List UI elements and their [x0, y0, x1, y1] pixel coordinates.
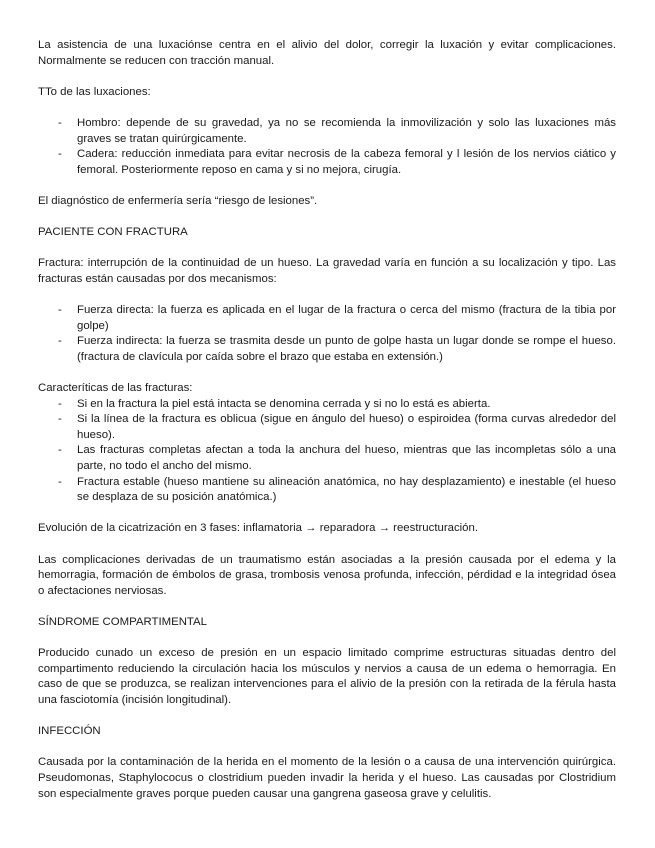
heading-infection: INFECCIÓN	[38, 725, 101, 738]
list-item: - Si la línea de la fractura es oblicua (sigue en ángulo del hueso) o espiroidea (forma curvas alrededor del hueso).	[38, 412, 616, 443]
list-item: - Fuerza directa: la fuerza es aplicada en el lugar de la fractura o cerca del mismo (fractura de la tibia por golpe)	[38, 303, 616, 334]
fracture-mechanism-list	[38, 303, 616, 365]
document-page	[38, 38, 616, 818]
list-item: - Hombro: depende de su gravedad, ya no se recomienda la inmovilización y solo las luxaciones más graves se tratan quirúrgicamente.	[38, 116, 616, 147]
list-item: - Fractura estable (hueso mantiene su alineación anatómica, no hay desplazamiento) e inestable (el hueso se desplaza de su posición anatómica.)	[38, 475, 616, 506]
paragraph-luxation-treatment-title: TTo de las luxaciones:	[38, 85, 151, 98]
paragraph-fracture-definition: Fractura: interrupción de la continuidad de un hueso. La gravedad varía en función a su localización y tipo. Las fracturas están causadas por dos mecanismos:	[38, 257, 616, 285]
paragraph-infection: Causada por la contaminación de la herida en el momento de la lesión o a causa de una intervención quirúrgica. Pseudomonas, Staphylococus o clostridium pueden invadir la herida y el hueso. Las causadas por Clostridium son especialmente graves porque pueden causar una gangrena gaseosa grave y celulitis.	[38, 756, 616, 800]
list-item: - Las fracturas completas afectan a toda la anchura del hueso, mientras que las incompletas sólo a una parte, no todo el ancho del mismo.	[38, 443, 616, 474]
paragraph-luxation-care: La asistencia de una luxaciónse centra en el alivio del dolor, corregir la luxación y evitar complicaciones. Normalmente se reducen con tracción manual.	[38, 39, 616, 67]
heading-compartment-syndrome: SÍNDROME COMPARTIMENTAL	[38, 615, 207, 628]
paragraph-healing-phases: Evolución de la cicatrización en 3 fases: inflamatoria → reparadora → reestructuración.	[38, 522, 479, 535]
list-item: - Si en la fractura la piel está intacta se denomina cerrada y si no lo está es abierta.	[38, 397, 616, 413]
paragraph-fracture-characteristics-title: Caracteríticas de las fracturas:	[38, 382, 193, 395]
heading-fracture-patient: PACIENTE CON FRACTURA	[38, 226, 188, 239]
paragraph-trauma-complications: Las complicaciones derivadas de un traumatismo están asociadas a la presión causada por el edema y la hemorragia, formación de émbolos de grasa, trombosis venosa profunda, infección, pérdidad e la integridad ósea o afectaciones nerviosas.	[38, 553, 616, 597]
luxation-treatment-list	[38, 116, 616, 178]
paragraph-compartment-syndrome: Producido cunado un exceso de presión en un espacio limitado comprime estructuras situadas dentro del compartimento reduciendo la circulación hacia los músculos y nervios a causa de un edema o hemorragia. En caso de que se produzca, se realizan intervenciones para el alivio de la presión con la retirada de la férula hasta una fasciotomía (incisión longitudinal).	[38, 647, 616, 706]
list-item: - Fuerza indirecta: la fuerza se trasmita desde un punto de golpe hasta un lugar donde se rompe el hueso. (fractura de clavícula por caída sobre el brazo que estaba en extensión.)	[38, 334, 616, 365]
fracture-characteristics-list	[38, 397, 616, 506]
list-item: - Cadera: reducción inmediata para evitar necrosis de la cabeza femoral y l lesión de los nervios ciático y femoral. Posteriormente reposo en cama y si no mejora, cirugía.	[38, 147, 616, 178]
paragraph-nursing-diagnosis: El diagnóstico de enfermería sería “riesgo de lesiones”.	[38, 194, 318, 207]
